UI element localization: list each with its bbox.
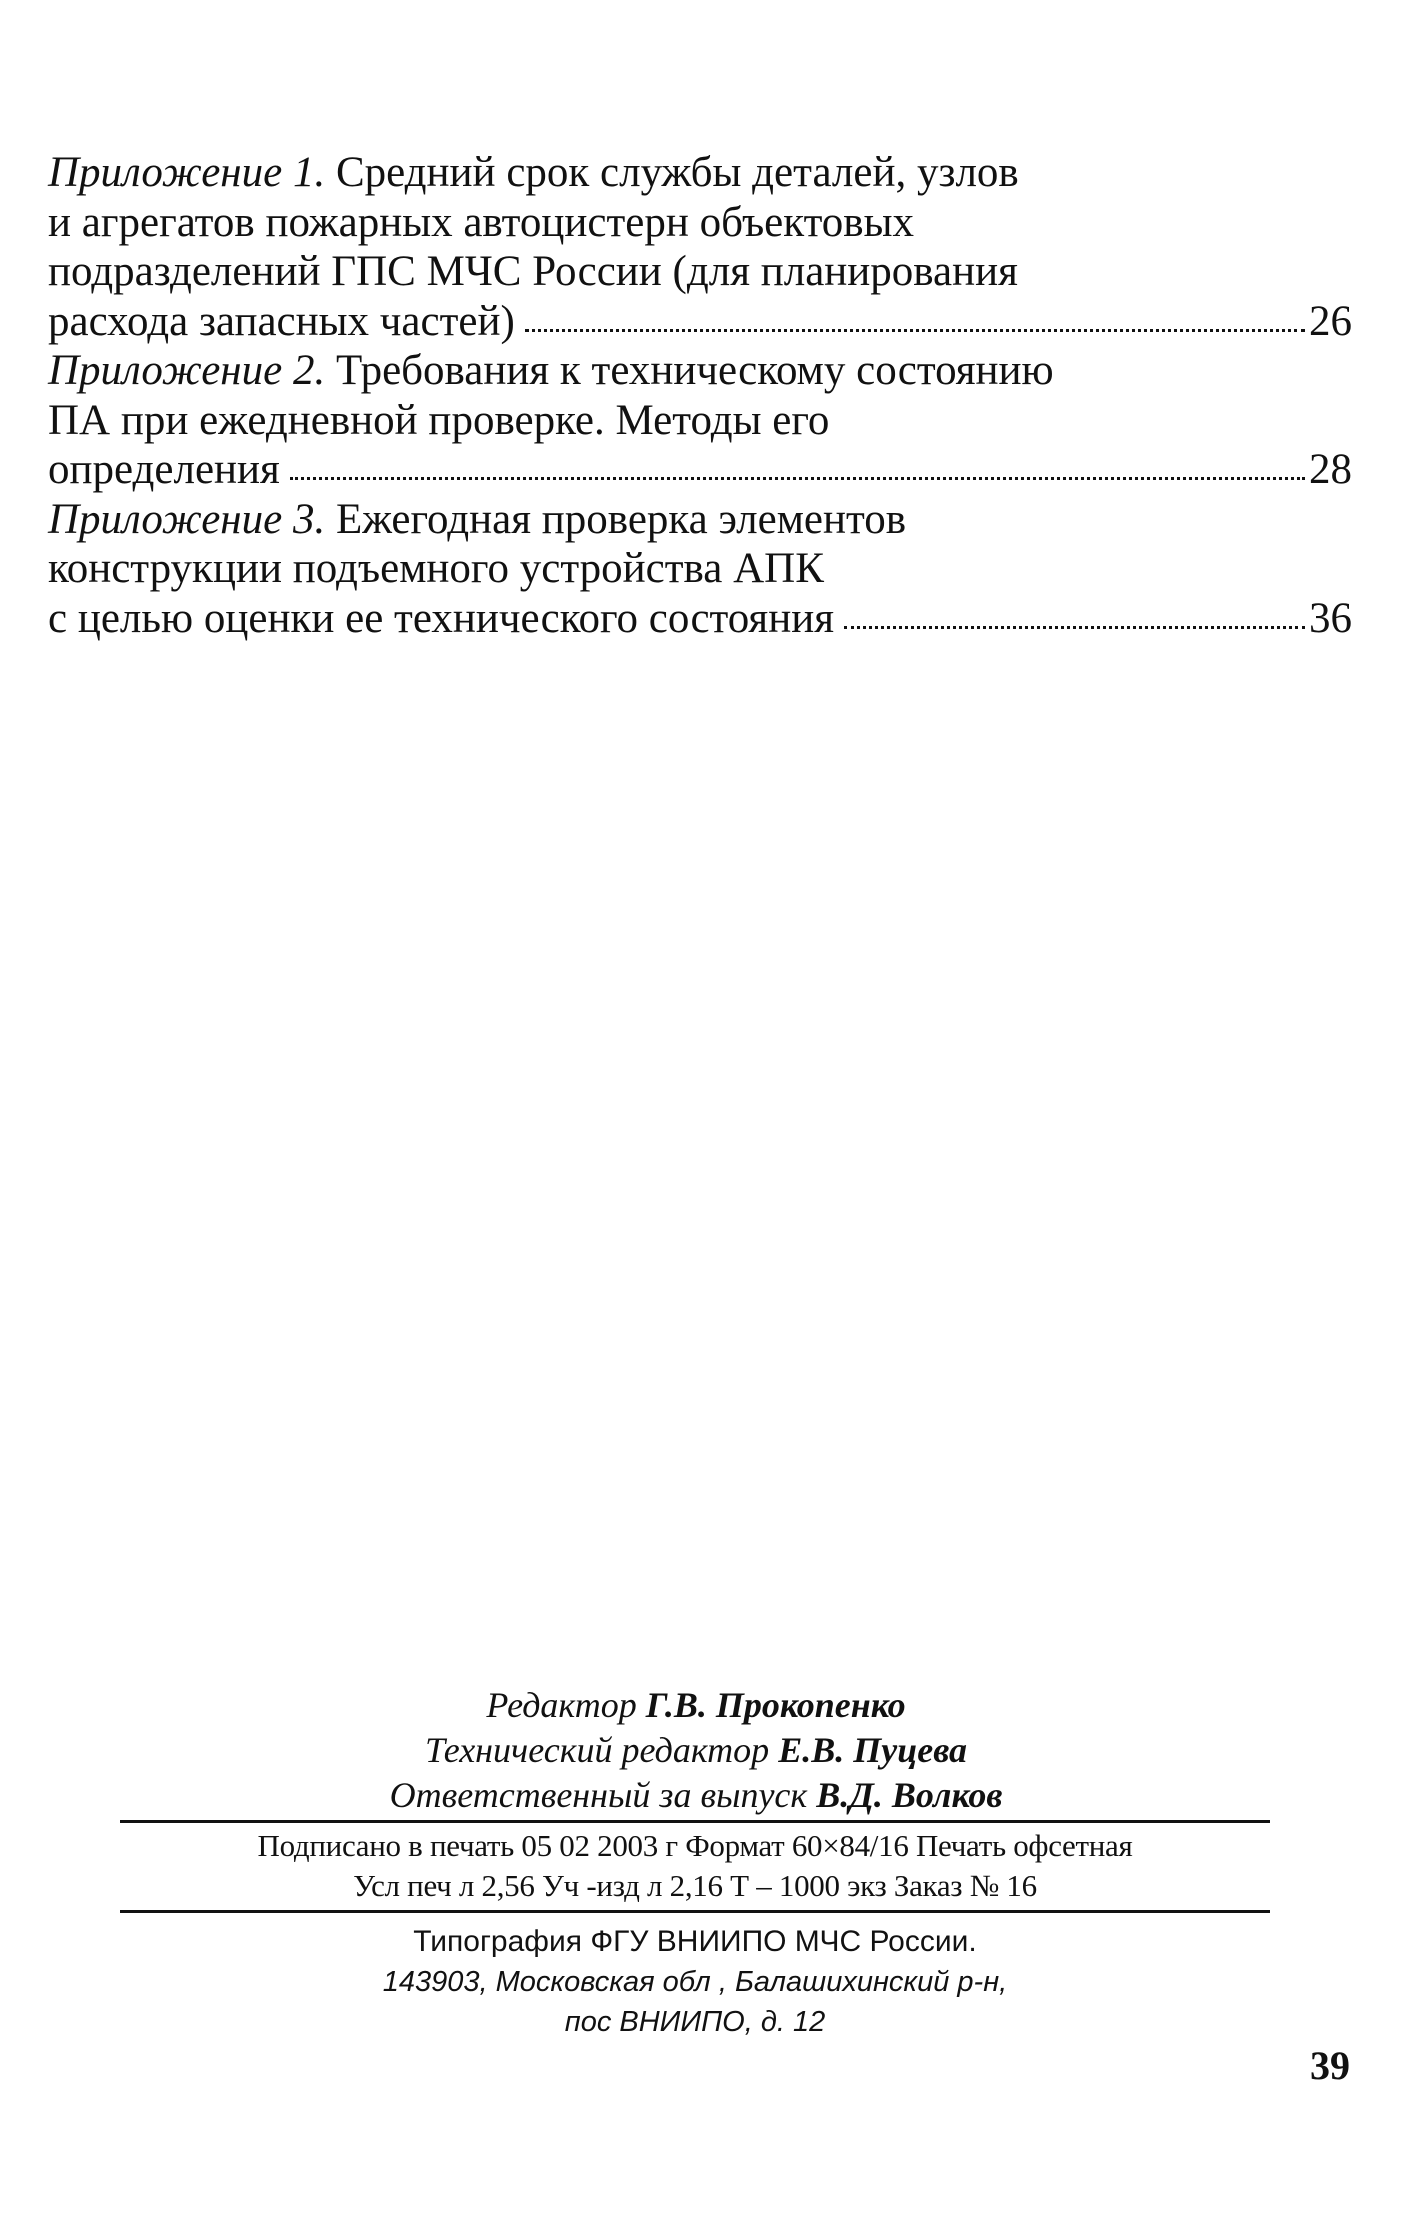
toc-entry-text: Требования к техническому состоянию bbox=[325, 347, 1054, 394]
toc-entry-appendix-2 bbox=[48, 346, 1352, 495]
toc-leader-dots bbox=[844, 626, 1305, 629]
toc-entry-label: Приложение 2. bbox=[48, 347, 326, 394]
toc-entry-text: с целью оценки ее технического состояния bbox=[48, 594, 835, 642]
toc-entry-text: определения bbox=[48, 446, 280, 493]
tech-editor-line: Технический редактор Е.В. Пуцева bbox=[424, 1730, 968, 1770]
toc-entry-text: конструкции подъемного устройства АПК bbox=[48, 545, 824, 592]
tech-editor-name: Е.В. Пуцева bbox=[778, 1730, 968, 1770]
toc-entry-text: и агрегатов пожарных автоцистерн объектовых bbox=[48, 198, 915, 246]
divider-top bbox=[120, 1820, 1270, 1823]
responsible-name: В.Д. Волков bbox=[816, 1775, 1003, 1815]
toc-entry-appendix-1 bbox=[48, 148, 1352, 346]
imprint-block bbox=[120, 1826, 1270, 1906]
toc-leader-dots bbox=[290, 477, 1305, 480]
toc-entry-appendix-3 bbox=[48, 495, 1352, 644]
imprint-line-2: Усл печ л 2,56 Уч -изд л 2,16 Т – 1000 экз Заказ № 16 bbox=[353, 1868, 1037, 1903]
imprint-line-1: Подписано в печать 05 02 2003 г Формат 60×84/16 Печать офсетная bbox=[257, 1828, 1133, 1863]
responsible-line: Ответственный за выпуск В.Д. Волков bbox=[389, 1775, 1003, 1815]
table-of-contents bbox=[48, 148, 1352, 643]
toc-entry-text: подразделений ГПС МЧС России (для планирования bbox=[48, 248, 1018, 295]
toc-entry-label: Приложение 3. bbox=[48, 495, 326, 543]
printer-block bbox=[120, 1922, 1270, 2042]
toc-entry-text: расхода запасных частей) bbox=[48, 297, 515, 345]
editor-line: Редактор Г.В. Прокопенко bbox=[486, 1685, 906, 1725]
printer-name: Типография ФГУ ВНИИПО МЧС России. bbox=[413, 1925, 977, 1958]
toc-entry-text: ПА при ежедневной проверке. Методы его bbox=[48, 396, 830, 444]
toc-leader-dots bbox=[525, 329, 1305, 332]
credits-block bbox=[120, 1683, 1272, 1818]
divider-bottom bbox=[120, 1910, 1270, 1913]
toc-entry-label: Приложение 1. bbox=[48, 149, 326, 196]
page-number: 39 bbox=[1310, 2043, 1350, 2088]
toc-page-number: 28 bbox=[1309, 446, 1352, 493]
toc-page-number: 36 bbox=[1309, 594, 1352, 642]
editor-name: Г.В. Прокопенко bbox=[645, 1685, 906, 1725]
toc-page-number: 26 bbox=[1309, 297, 1352, 345]
toc-entry-text: Ежегодная проверка элементов bbox=[325, 495, 907, 543]
printer-address-1: 143903, Московская обл , Балашихинский р-н, bbox=[382, 1966, 1008, 1998]
toc-entry-text: Средний срок службы деталей, узлов bbox=[325, 149, 1019, 196]
printer-address-2: пос ВНИИПО, д. 12 bbox=[564, 2006, 826, 2038]
